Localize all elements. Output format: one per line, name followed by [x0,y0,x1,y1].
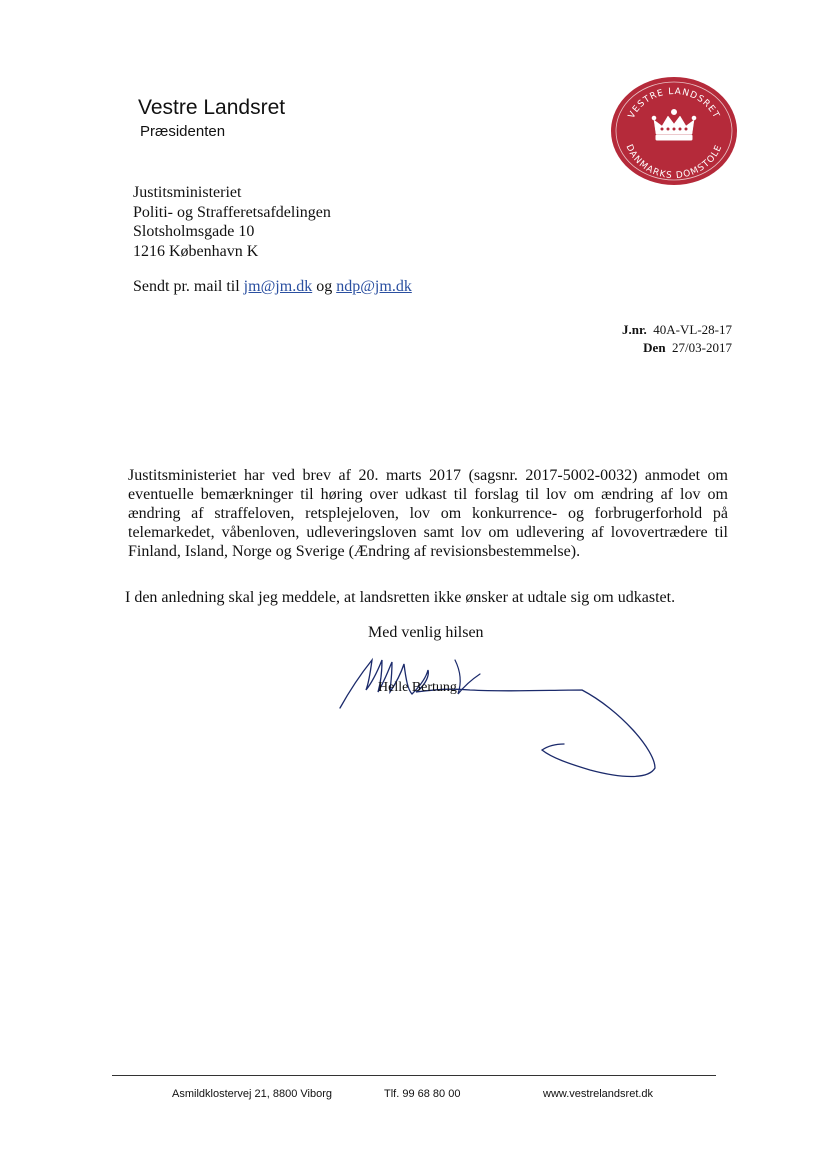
sent-by-joiner: og [316,278,333,295]
sent-by-line [133,278,412,296]
journal-number-label: J.nr. [621,322,647,337]
recipient-line: 1216 København K [133,243,259,260]
letter-date [643,340,732,356]
journal-number [622,322,732,338]
footer-address: Asmildklostervej 21, 8800 Viborg [172,1088,332,1100]
handwritten-signature [330,640,670,790]
body-paragraph: Justitsministeriet har ved brev af 20. marts 2017 (sagsnr. 2017-5002-0032) anmodet om eventuelle bemærkninger til høring over udkast til forslag til lov om ændring af lov om ændring af straffeloven, retsplejeloven, lov om konkurrence- og forbrugerforhold på telemarkedet, våbenloven, udleveringsloven samt lov om udlevering af lovovertrædere til Finland, Island, Norge og Sverige (Ændring af revisionsbestemmelse). [128,467,728,560]
court-title: Præsidenten [140,123,226,140]
footer-divider [112,1075,716,1076]
signer-name: Helle Bertung [378,680,457,695]
letter-date-value: 27/03-2017 [672,340,732,355]
footer-website[interactable]: www.vestrelandsret.dk [543,1088,654,1100]
recipient-line: Justitsministeriet [133,184,242,201]
footer-phone: Tlf. 99 68 80 00 [384,1088,461,1100]
closing-greeting: Med venlig hilsen [368,624,484,641]
sent-by-prefix: Sendt pr. mail til [133,278,240,295]
court-name: Vestre Landsret [138,96,286,119]
body-paragraph: I den anledning skal jeg meddele, at landsretten ikke ønsker at udtale sig om udkastet. [125,589,676,606]
letter-date-label: Den [643,340,666,355]
recipient-line: Politi- og Strafferetsafdelingen [133,204,331,221]
email-link-ndp[interactable]: ndp@jm.dk [336,278,412,295]
svg-text:DANMARKS DOMSTOLE: DANMARKS DOMSTOLE [623,143,725,182]
recipient-line: Slotsholmsgade 10 [133,223,255,240]
svg-text:VESTRE LANDSRET: VESTRE LANDSRET [626,86,722,121]
email-link-jm[interactable]: jm@jm.dk [243,278,313,295]
court-seal-logo [610,76,738,186]
journal-number-value: 40A-VL-28-17 [653,322,732,337]
